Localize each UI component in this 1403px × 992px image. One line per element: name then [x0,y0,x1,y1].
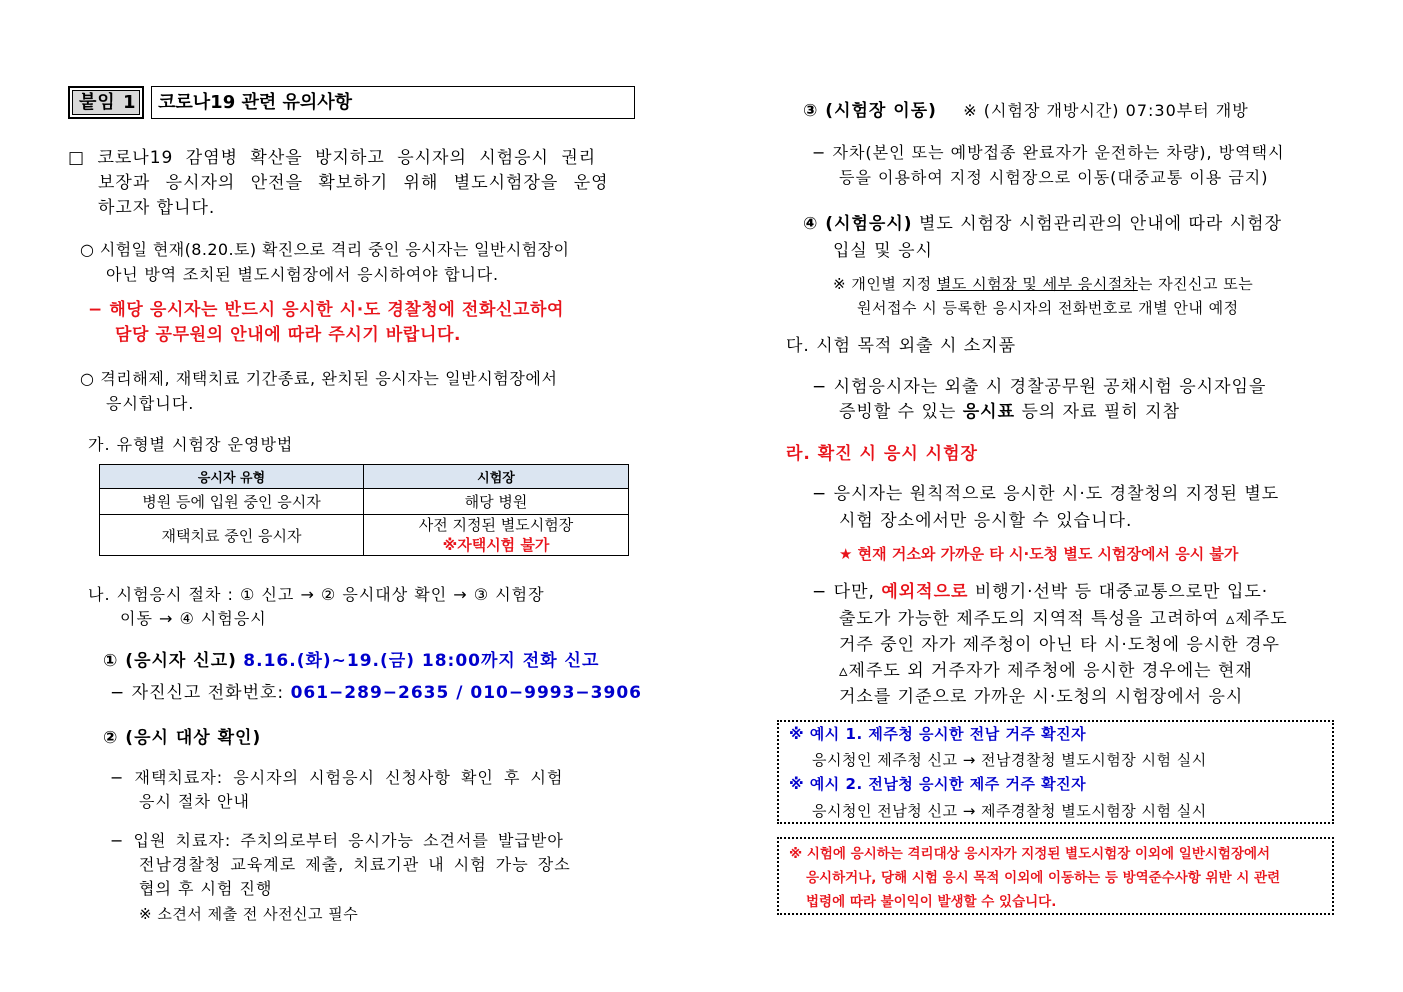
step2-title: ② (응시 대상 확인) [103,728,262,748]
p1-line-2: 아닌 방역 조치된 별도시험장에서 응시하여야 합니다. [106,265,499,284]
step2-a-line-2: 응시 절차 안내 [139,792,250,811]
step4-note-2: 원서접수 시 등록한 응시자의 전화번호로 개별 안내 예정 [857,299,1239,317]
ra-ex-pre: − 다만, [812,582,875,602]
section-na-line-1: 나. 시험응시 절차 : ① 신고 → ② 응시대상 확인 → ③ 시험장 [88,585,545,604]
step3-line-1: − 자차(본인 또는 예방접종 완료자가 운전하는 차량), 방역택시 [812,143,1285,162]
step1 [103,649,599,674]
ra-line-1: − 응시자는 원칙적으로 응시한 시·도 경찰청의 지정된 별도 [812,484,1280,504]
da-line-2-pre: 증빙할 수 있는 [839,402,957,422]
ra-exception-line-4: ▵제주도 외 거주자가 제주청에 응시한 경우에는 현재 [839,661,1253,681]
section-ra: 라. 확진 시 응시 시험장 [786,444,978,464]
table-header: 시험장 [364,465,629,489]
step2-b-line-3: 협의 후 시험 진행 [139,879,273,898]
step4-note-underline: 별도 시험장 및 세부 응시절차 [936,275,1138,293]
example1-text: 응시청인 제주청 신고 → 전남경찰청 별도시험장 시험 실시 [812,751,1207,769]
step4-note-pre: ※ 개인별 지정 [833,275,932,293]
ra-exception-line-5: 거소를 기준으로 가까운 시·도청의 시험장에서 응시 [839,687,1244,707]
step3 [803,98,1249,124]
step2-note: ※ 소견서 제출 전 사전신고 필수 [139,905,359,923]
step1-text: 8.16.(화)~19.(금) 18:00까지 전화 신고 [243,651,600,671]
example1-title: ※ 예시 1. 제주청 응시한 전남 거주 확진자 [789,725,1087,743]
intro-line-3: 하고자 합니다. [98,198,216,218]
step1-phone-line [110,681,642,706]
p1-line-1: ○ 시험일 현재(8.20.토) 확진으로 격리 중인 응시자는 일반시험장이 [80,240,570,259]
step1-title: ① (응시자 신고) [103,651,237,671]
ra-ex-post: 비행기·선박 등 대중교통으로만 입도· [974,582,1269,602]
table-cell-text: 사전 지정된 별도시험장 [418,516,574,534]
step3-note: ※ (시험장 개방시간) 07:30부터 개방 [963,101,1249,120]
table-header: 응시자 유형 [100,465,364,489]
ra-exception-line-3: 거주 중인 자가 제주청이 아닌 타 시·도청에 응시한 경우 [839,635,1280,655]
step2-a-line-1: − 재택치료자: 응시자의 시험응시 신청사항 확인 후 시험 [110,768,564,787]
step4 [803,212,1282,237]
ra-line-2: 시험 장소에서만 응시할 수 있습니다. [839,511,1133,531]
ra-exception-line-1 [812,580,1268,605]
section-da: 다. 시험 목적 외출 시 소지품 [786,336,1017,356]
example2-title: ※ 예시 2. 전남청 응시한 제주 거주 확진자 [789,775,1087,793]
step1-phone-label: − 자진신고 전화번호: [110,683,285,703]
table-cell: 해당 병원 [364,489,629,515]
intro-line-2: 보장과 응시자의 안전을 확보하기 위해 별도시험장을 운영 [98,173,609,193]
table-cell: 병원 등에 입원 중인 응시자 [100,489,364,515]
da-line-2-post: 등의 자료 필히 지참 [1021,402,1181,422]
step4-text-2: 입실 및 응시 [833,241,933,261]
home-exam-note: ※자택시험 불가 [442,536,550,554]
da-ticket: 응시표 [962,402,1016,422]
step4-note [833,272,1253,296]
p1-red-line-2: 담당 공무원의 안내에 따라 주시기 바랍니다. [115,325,462,345]
page-title: 코로나19 관련 유의사항 [158,92,353,113]
section-na-line-2: 이동 → ④ 시험응시 [120,609,267,628]
intro-line-1: □ 코로나19 감염병 확산을 방지하고 응시자의 시험응시 권리 [68,148,597,168]
ra-ex-red: 예외적으로 [881,582,969,602]
step3-line-2: 등을 이용하여 지정 시험장으로 이동(대중교통 이용 금지) [839,168,1269,187]
attachment-tag: 붙임 1 [79,92,137,113]
ra-star-note: ★ 현재 거소와 가까운 타 시·도청 별도 시험장에서 응시 불가 [839,545,1239,563]
table-cell: 재택치료 중인 응시자 [100,515,364,556]
p2-line-1: ○ 격리해제, 재택치료 기간종료, 완치된 응시자는 일반시험장에서 [80,369,558,388]
example2-text: 응시청인 전남청 신고 → 제주경찰청 별도시험장 시험 실시 [812,802,1207,820]
step3-title: ③ (시험장 이동) [803,101,937,121]
p2-line-2: 응시합니다. [106,394,195,413]
p1-red-line-1: − 해당 응시자는 반드시 응시한 시·도 경찰청에 전화신고하여 [88,300,565,320]
step2-b-line-2: 전남경찰청 교육계로 제출, 치료기관 내 시험 가능 장소 [139,855,571,874]
warning-line-2: 응시하거나, 당해 시험 응시 목적 이외에 이동하는 등 방역준수사항 위반 시 관련 [806,870,1281,886]
table-cell [364,515,629,556]
step4-note-post: 는 자진신고 또는 [1137,275,1254,293]
step4-title: ④ (시험응시) [803,214,913,234]
ra-exception-line-2: 출도가 가능한 제주도의 지역적 특성을 고려하여 ▵제주도 [839,609,1288,629]
warning-line-3: 법령에 따라 불이익이 발생할 수 있습니다. [806,894,1057,910]
da-line-2 [839,400,1180,425]
section-ga: 가. 유형별 시험장 운영방법 [88,435,294,454]
step4-text-1: 별도 시험장 시험관리관의 안내에 따라 시험장 [918,214,1282,234]
step1-phone: 061−289−2635 / 010−9993−3906 [290,683,642,703]
warning-line-1: ※ 시험에 응시하는 격리대상 응시자가 지정된 별도시험장 이외에 일반시험장에서 [789,846,1271,862]
step2-b-line-1: − 입원 치료자: 주치의로부터 응시가능 소견서를 발급받아 [110,831,564,850]
da-line-1: − 시험응시자는 외출 시 경찰공무원 공채시험 응시자임을 [812,377,1267,397]
operation-table [99,464,629,556]
